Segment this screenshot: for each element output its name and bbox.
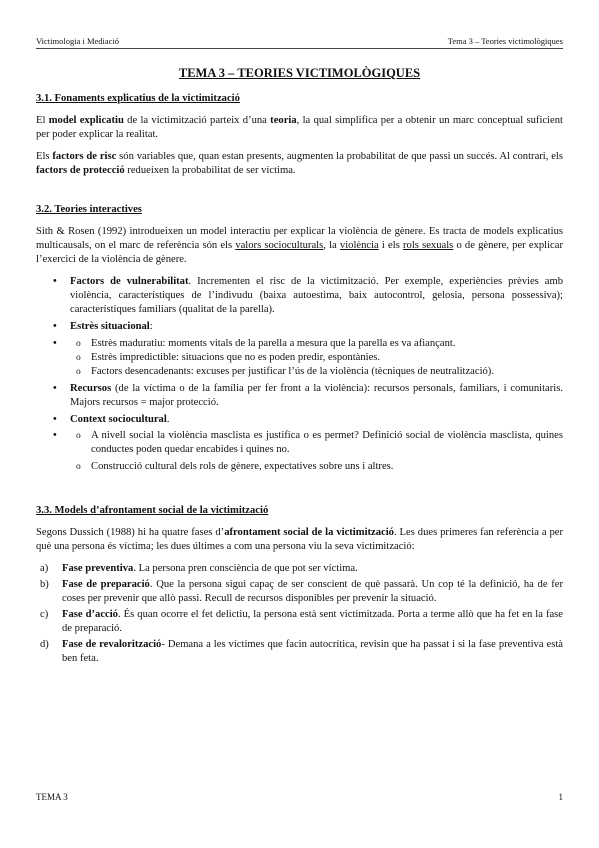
list-marker: b)	[40, 579, 49, 590]
phases-list	[36, 562, 563, 666]
list-item-sociocultural-context: • Context sociocultural.	[36, 413, 563, 427]
phase-item-revalorization: d) Fase de revalorització- Demana a les víctimes que facin autocrítica, revisin que ha passat i si la fase preventiva està ben feta.	[40, 639, 563, 664]
list-item-resources: • Recursos (de la víctima o de la família per fer front a la violència): recursos personals, familiars, i comunitaris. Majors recursos = major protecció.	[36, 382, 563, 410]
page-header	[36, 36, 563, 49]
stress-sublist	[36, 337, 563, 379]
label-preventive-phase: Fase preventiva	[62, 563, 134, 574]
sub-item-cultural-construction: o Construcció cultural dels rols de gènere, expectatives sobre uns i altres.	[36, 460, 563, 474]
sublist-wrapper-stress	[36, 337, 563, 379]
sub-item-social-level: o • A nivell social la violència masclista es justifica o es permet? Definició social de violència masclista, quines conductes poden quedar encabides i quines no.	[36, 429, 563, 457]
document-title: TEMA 3 – TEORIES VICTIMOLÒGIQUES	[178, 66, 421, 80]
term-explanatory-model: model explicatiu	[48, 115, 124, 126]
section-heading-3-3: 3.3. Models d’afrontament social de la victimització	[36, 505, 269, 516]
sub-item-triggers: o Factors desencadenants: excuses per justificar l’ús de la violència (tècniques de neutralització).	[36, 365, 563, 379]
page-footer	[36, 792, 563, 802]
label-resources: Recursos	[70, 383, 112, 394]
paragraph-interactive-intro: Sith & Rosen (1992) introdueixen un model interactiu per explicar la violència de gènere. Es tracta de models explicatius multicausals, on el marc de referència són els valors socioculturals, la violència i els rols sexuals o de gènere, per explicar l’exercici de la violència de gènere.	[36, 226, 563, 265]
section-heading-3-2: 3.2. Teories interactives	[36, 204, 142, 215]
term-theory: teoria	[270, 115, 297, 126]
header-course: Victimologia i Mediació	[36, 36, 120, 46]
sub-item-maturational: o • Estrès maduratiu: moments vitals de la parella a mesura que la parella es va afiançant.	[36, 337, 563, 351]
term-risk-factors: factors de risc	[52, 151, 117, 162]
footer-topic: TEMA 3	[36, 792, 68, 802]
page-number: 1	[558, 792, 563, 802]
term-protection-factors: factors de protecció	[36, 165, 125, 176]
paragraph-risk-factors: Els factors de risc són variables que, quan estan presents, augmenten la probabilitat de que passi un succés. Al contrari, els factors de protecció redueixen la probabilitat de ser víctima.	[36, 151, 564, 176]
context-sublist	[36, 429, 563, 474]
section-heading-3-1: 3.1. Fonaments explicatius de la victimització	[36, 93, 240, 104]
document-body	[36, 66, 563, 666]
sub-item-unpredictable: o Estrès impredictible: situacions que no es poden predir, espontànies.	[36, 351, 563, 365]
term-social-coping: afrontament social de la victimització	[224, 527, 394, 538]
phase-item-action: c) Fase d’acció. És quan ocorre el fet delictiu, la persona està sent victimitzada. Porta a terme allò que ha fet en la fase de preparació.	[40, 609, 563, 634]
sublist-wrapper-context	[36, 429, 563, 474]
term-violence: violència	[339, 240, 379, 251]
list-marker: c)	[40, 609, 49, 620]
list-marker: a)	[40, 563, 49, 574]
label-revalorization-phase: Fase de revalorització	[62, 639, 162, 650]
phase-item-preparation: b) Fase de preparació. Que la persona sigui capaç de ser conscient de què passarà. Un cop té la definició, ha de fer coses per prevenir que allò passi. Recull de recursos disponibles per prevenir la situació.	[40, 579, 563, 604]
list-item-situational-stress: • Estrès situacional:	[36, 320, 563, 334]
list-marker: d)	[40, 639, 49, 650]
label-preparation-phase: Fase de preparació	[62, 579, 150, 590]
term-sociocultural-values: valors socioculturals	[235, 240, 324, 251]
phase-item-preventive: a) Fase preventiva. La persona pren consciència de que pot ser víctima.	[40, 563, 358, 574]
term-sexual-roles: rols sexuals	[403, 240, 454, 251]
label-sociocultural-context: Context sociocultural	[70, 414, 167, 425]
factors-list	[36, 275, 563, 474]
paragraph-coping-intro: Segons Dussich (1988) hi ha quatre fases d’afrontament social de la victimització. Les dues primeres fan referència a per què una persona és víctima; les dues últimes a com una persona viu la seva victimització:	[36, 527, 563, 552]
header-topic: Tema 3 – Teories victimològiques	[447, 36, 563, 46]
label-vulnerability: Factors de vulnerabilitat	[70, 276, 189, 287]
label-situational-stress: Estrès situacional	[70, 321, 150, 332]
paragraph-explanatory-model: El model explicatiu de la victimització parteix d’una teoria, la qual simplifica per a obtenir un marc conceptual suficient per poder explicar la realitat.	[36, 115, 563, 140]
list-item-vulnerability: • Factors de vulnerabilitat. Incrementen el risc de la victimització. Per exemple, experiències prèvies amb violència, característiques de l’indivudu (baixa autoestima, baix autocontrol, gelosia, persona possessiva); característiques familiars (qualitat de la parella).	[36, 275, 563, 317]
label-action-phase: Fase d’acció	[62, 609, 118, 620]
